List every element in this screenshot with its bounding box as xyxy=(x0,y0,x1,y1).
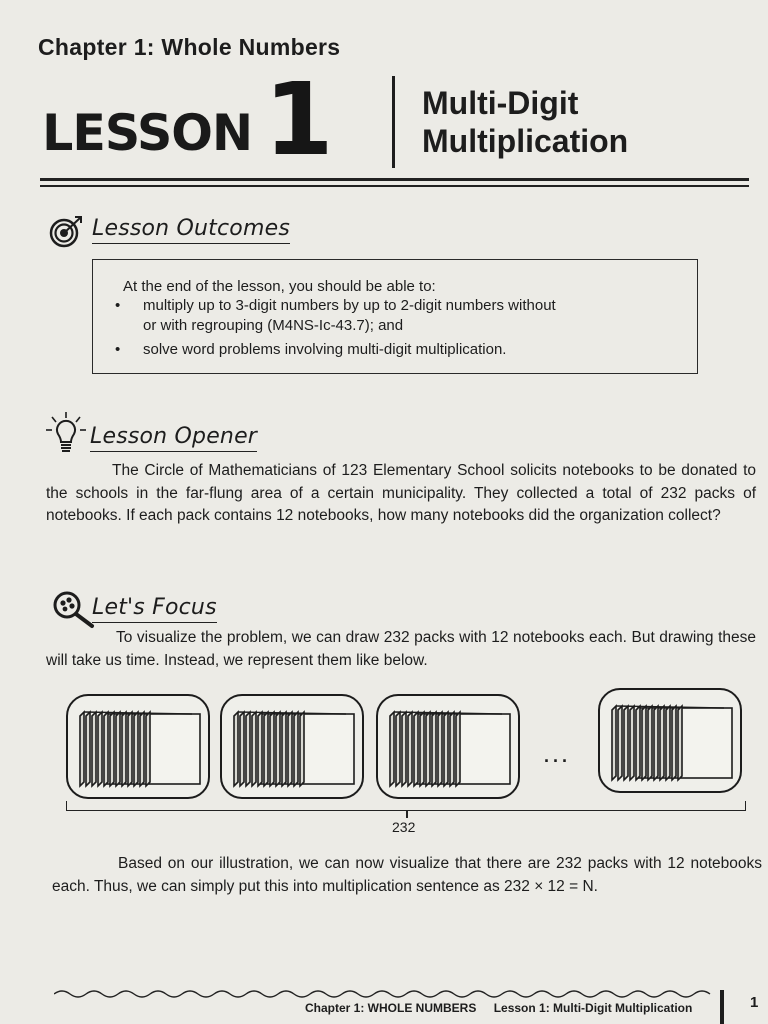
footer-divider xyxy=(720,990,724,1024)
header-divider xyxy=(392,76,395,168)
footer-lesson: Lesson 1: Multi-Digit Multiplication xyxy=(493,1001,693,1015)
opener-paragraph: The Circle of Mathematicians of 123 Elementary School solicits notebooks to be donated to the schools in the far-flung area of a certain municipality. They collected a total of 232 packs of notebooks. If each pack contains 12 notebooks, how many notebooks did the organization collect? xyxy=(46,462,756,524)
header-rule-thick xyxy=(40,178,749,181)
outcome-item-1-line1: • multiply up to 3-digit numbers by up to 2-digit numbers without xyxy=(143,297,556,314)
header-rule-thin xyxy=(40,185,749,187)
outcomes-intro: At the end of the lesson, you should be able to: xyxy=(123,278,436,295)
notebook-pack-3 xyxy=(376,694,520,799)
notebook-stack-icon xyxy=(386,706,512,788)
notebook-stack-icon xyxy=(230,706,356,788)
target-icon xyxy=(44,212,86,248)
lesson-title xyxy=(422,84,628,160)
page-number: 1 xyxy=(750,994,759,1011)
outcome-item-1 xyxy=(143,296,556,336)
lesson-number: 1 xyxy=(264,61,334,178)
footer-wave-line xyxy=(54,986,720,1002)
footer-chapter: Chapter 1: WHOLE NUMBERS xyxy=(305,1001,477,1015)
notebook-stack-icon xyxy=(608,700,734,782)
focus-paragraph-1: To visualize the problem, we can draw 232 packs with 12 notebooks each. But drawing these will take us time. Instead, we represent them like below. xyxy=(46,629,756,669)
opener-heading: Lesson Opener xyxy=(90,424,257,452)
lightbulb-icon xyxy=(44,410,88,458)
lesson-title-line1: Multi-Digit xyxy=(422,85,579,121)
outcome-item-2: • solve word problems involving multi-digit multiplication. xyxy=(143,340,506,360)
outcomes-box xyxy=(92,259,698,374)
lesson-label: LESSON xyxy=(42,104,253,162)
outcomes-header xyxy=(44,212,290,248)
footer-text xyxy=(305,1001,706,1015)
outcomes-heading: Lesson Outcomes xyxy=(92,216,290,244)
outcome-item-1-line2: or with regrouping (M4NS-Ic-43.7); and xyxy=(143,317,404,334)
notebook-pack-last xyxy=(598,688,742,793)
focus-paragraph-2: Based on our illustration, we can now visualize that there are 232 packs with 12 notebooks each. Thus, we can simply put this into multiplication sentence as 232 × 12 = N. xyxy=(52,855,762,895)
notebook-stack-icon xyxy=(76,706,202,788)
lesson-title-line2: Multiplication xyxy=(422,123,629,159)
opener-header xyxy=(44,410,257,458)
focus-header xyxy=(50,589,217,629)
count-brace-tick xyxy=(406,810,408,818)
chapter-title: Chapter 1: Whole Numbers xyxy=(38,34,341,60)
magnifier-icon xyxy=(50,589,96,629)
count-brace-label: 232 xyxy=(392,819,416,835)
focus-heading: Let's Focus xyxy=(92,595,217,623)
notebook-pack-1 xyxy=(66,694,210,799)
ellipsis: ... xyxy=(544,746,572,766)
notebook-pack-2 xyxy=(220,694,364,799)
